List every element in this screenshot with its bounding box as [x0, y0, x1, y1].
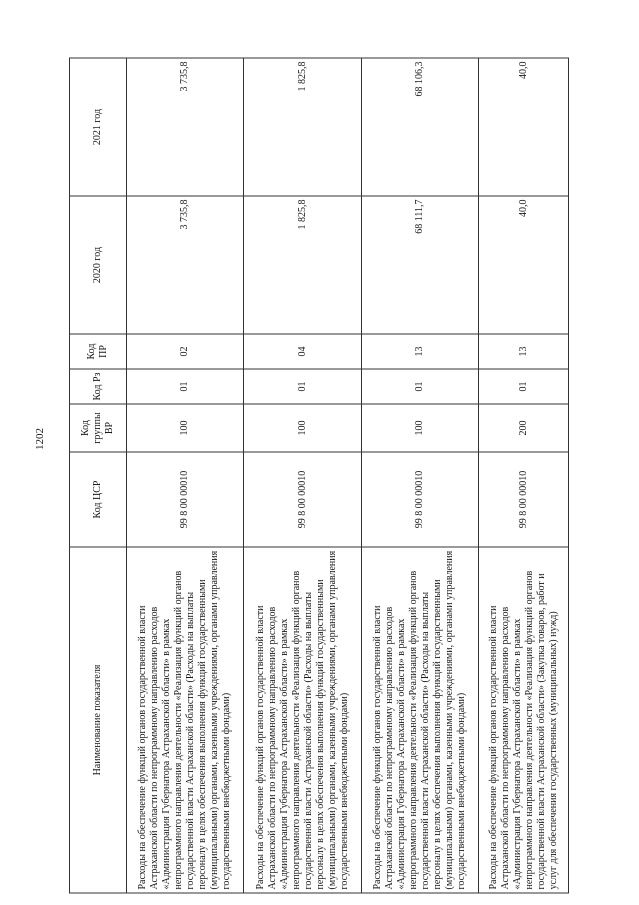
header-pr: Код ПР [70, 334, 127, 369]
rotated-table-container [69, 59, 569, 894]
header-csr: Код ЦСР [70, 452, 127, 547]
row-2021: 40,0 [479, 58, 569, 196]
row-pr: 13 [361, 334, 478, 369]
row-2021: 1 825,8 [244, 58, 361, 196]
row-2021: 3 735,8 [127, 58, 244, 196]
row-name: Расходы на обеспечение функций органов государственной власти Астраханской области по непрограммному направлению расходов «Администрация Губернатора Астраханской области» в рамках непрограммного направления деятельности «Реализация функций органов государственной власти Астраханской области» (Расходы на выплаты персоналу в целях обеспечения выполнения функций государственными (муниципальными) органами, казенными учреждениями, органами управления государственными внебюджетными фондами) [127, 547, 244, 893]
header-2021: 2021 год [70, 58, 127, 196]
row-csr: 99 8 00 00010 [361, 452, 478, 547]
row-vr: 100 [127, 404, 244, 452]
table-row [244, 58, 361, 893]
row-rz: 01 [479, 369, 569, 404]
row-vr: 200 [479, 404, 569, 452]
row-rz: 01 [127, 369, 244, 404]
row-pr: 02 [127, 334, 244, 369]
row-name: Расходы на обеспечение функций органов государственной власти Астраханской области по непрограммному направлению расходов «Администрация Губернатора Астраханской области» в рамках непрограммного направления деятельности «Реализация функций органов государственной власти Астраханской области» (Закупка товаров, работ и услуг для обеспечения государственных (муниципальных) нужд) [479, 547, 569, 893]
table-header-row [70, 58, 127, 893]
header-vr: Код группы ВР [70, 404, 127, 452]
row-pr: 13 [479, 334, 569, 369]
row-name: Расходы на обеспечение функций органов государственной власти Астраханской области по непрограммному направлению расходов «Администрация Губернатора Астраханской области» в рамках непрограммного направления деятельности «Реализация функций органов государственной власти Астраханской области» (Расходы на выплаты персоналу в целях обеспечения выполнения функций государственными (муниципальными) органами, казенными учреждениями, органами управления государственными внебюджетными фондами) [244, 547, 361, 893]
row-pr: 04 [244, 334, 361, 369]
header-2020: 2020 год [70, 196, 127, 334]
row-2020: 3 735,8 [127, 196, 244, 334]
row-2020: 40,0 [479, 196, 569, 334]
row-rz: 01 [361, 369, 478, 404]
row-2021: 68 106,3 [361, 58, 478, 196]
header-name: Наименование показателя [70, 547, 127, 893]
budget-table [69, 58, 569, 894]
header-rz: Код Рз [70, 369, 127, 404]
row-name: Расходы на обеспечение функций органов государственной власти Астраханской области по непрограммному направлению расходов «Администрация Губернатора Астраханской области» в рамках непрограммного направления деятельности «Реализация функций органов государственной власти Астраханской области» (Расходы на выплаты персоналу в целях обеспечения выполнения функций государственными (муниципальными) органами, казенными учреждениями, органами управления государственными внебюджетными фондами) [361, 547, 478, 893]
page-number: 1202 [34, 428, 46, 450]
row-2020: 68 111,7 [361, 196, 478, 334]
row-vr: 100 [361, 404, 478, 452]
row-rz: 01 [244, 369, 361, 404]
row-csr: 99 8 00 00010 [479, 452, 569, 547]
row-csr: 99 8 00 00010 [127, 452, 244, 547]
row-2020: 1 825,8 [244, 196, 361, 334]
table-row [127, 58, 244, 893]
table-row [479, 58, 569, 893]
row-csr: 99 8 00 00010 [244, 452, 361, 547]
table-row [361, 58, 478, 893]
row-vr: 100 [244, 404, 361, 452]
